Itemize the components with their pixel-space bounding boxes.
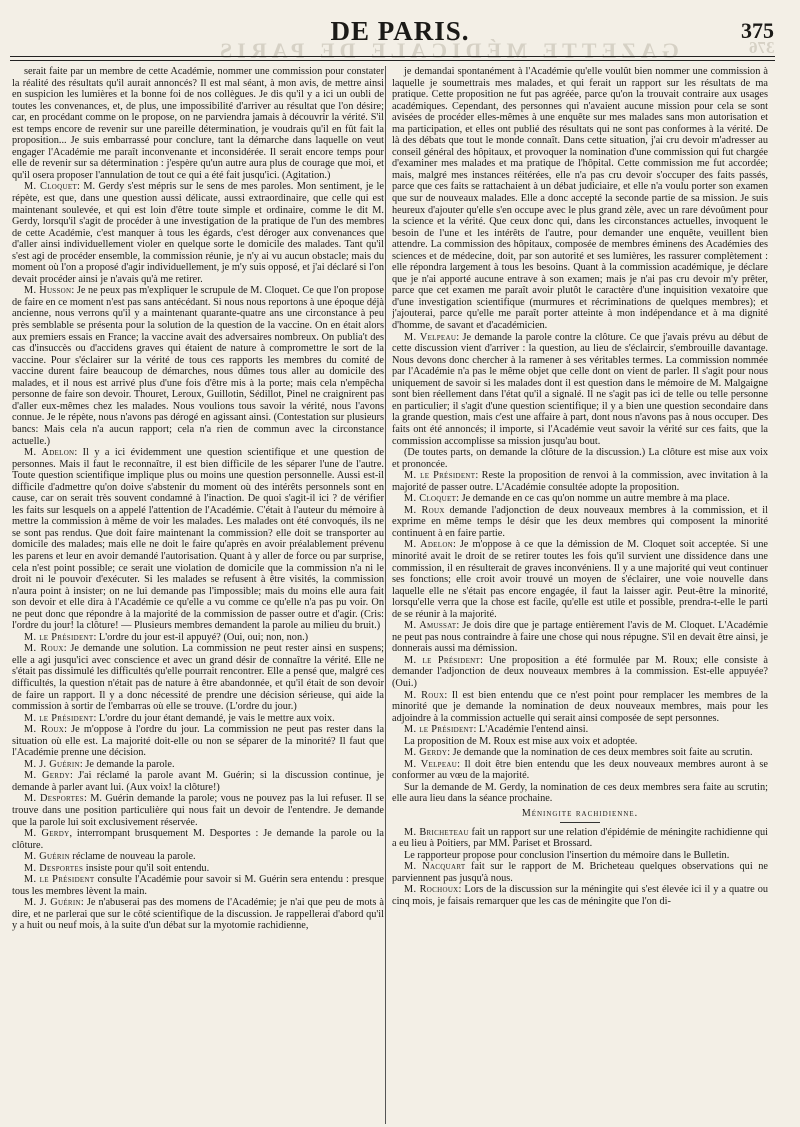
speaker-name: M. le Président xyxy=(404,470,476,482)
paragraph-text: : M. Gerdy s'est mépris sur le sens de mes paroles. Mon sentiment, je le répète, est que, dans une question aussi délicate, aussi extraordinaire, que celle qui est maintenant soulevée, et qui est loin d'être toute simple et ordinaire, comme le dit M. Gerdy, lorsqu'il s'agit de procéder à une investigation de la pratique de l'un des membres de cette Académie, c'est manquer à tous les égards, c'est déroger aux convenances que d'aller ainsi individuellement violer en quelque sorte le domicile des malades. Tant qu'il s'est agi de procéder ensemble, la commission réunie, je n'y ai vu aucun obstacle; mais du moment où l'on a proposé d'agir individuellement, je m'y suis opposé, et j'ai déclaré si l'on devait procéder ainsi je n'avais qu'à me retirer. xyxy=(12,181,384,285)
page-header xyxy=(0,12,800,63)
paragraph xyxy=(392,747,768,759)
paragraph-text: : Je n'abuserai pas des momens de l'Académie; je n'ai que peu de mots à dire, et ne parlerai que sur le côté scientifique de la discussion. Je rappellerai d'abord qu'il y a huit ou neuf mois, à la suite d'un débat sur la myotomie rachidienne, xyxy=(12,897,384,932)
paragraph-text: insiste pour qu'il soit entendu. xyxy=(83,862,210,874)
speaker-name: M. Desportes xyxy=(24,793,84,805)
paragraph xyxy=(392,884,768,907)
paragraph xyxy=(392,782,768,805)
paragraph-text: : Je demande une solution. La commission ne peut rester ainsi en suspens; elle a agi jusqu'ici avec conscience et avec un grand désir de connaître la vérité. Elle ne s'était pas dissimulé les difficultés qu'elle pourrait rencontrer. Elle a pensé que, malgré ces difficultés, la question n'était pas de nature à être abandonnée, et qu'il était de son devoir de faire un rapport. Il y a donc nécessité de prendre une décision sérieuse, qui aide la commission à sortir de l'embarras où elle se trouve. (L'ordre du jour.) xyxy=(12,643,384,713)
speaker-name: M. le Président xyxy=(404,724,474,736)
speaker-name: M. le Président xyxy=(404,654,481,666)
paragraph-text: : Je ne peux pas m'expliquer le scrupule de M. Cloquet. Ce que l'on propose de faire en ce moment n'est pas sans antécédant. Si nous nous reportons à une époque déjà ancienne, nous verrons qu'il y a maintenant quarante-quatre ans une circonstance à peu près semblable se présenta pour la solution de la question de la vaccine. On en était alors aux premiers essais en France; la vaccine avait des adversaires nombreux. On publia't des cas d'insuccès ou d'accidens graves qui étaient de nature à compromettre le sort de la vaccine. Pour s'éclairer sur la vérité de tous ces rapports les membres du comité de vaccine durent faire beaucoup de démarches, nous dûmes tous aller au domicile des malades, et il nous est arrivé plus d'une fois d'être mis à la porte; mais cela n'empêcha personne de faire son devoir. Thouret, Leroux, Guillotin, Sédillot, Pinel ne craignirent pas d'aller eux-mêmes chez les malades. Nous voulions tous savoir la vérité, nous l'avons connue. Je le répète, nous n'avons pas dérogé en agissant ainsi. (Contestation sur plusieurs bancs: Mais cela n'a aucun rapport; cela n'a rien de commun avec la circonstance actuelle.) xyxy=(12,285,384,447)
paragraph-text: La proposition de M. Roux est mise aux voix et adoptée. xyxy=(404,735,638,747)
paragraph-text: : Je demande la parole contre la clôture. Ce que j'avais prévu au début de cette discussion vient d'arriver : la question, au lieu de s'éclaircir, s'embrouille davantage. Nous devons donc chercher à la ramener à ses véritables termes. La commission nommée par l'Académie n'a pas le même objet que celle dont on vient de parler. Il s'agit pour nous uniquement de savoir si les malades dont il est question dans le mémoire de M. Malgaigne sont bien réellement dans l'état qu'il a signalé. Il ne s'agit pas ici de telle ou telle personne en particulier; il s'agit d'une question scientifique; il y a bien une question secondaire dans la grande question, mais c'est une affaire à part, dont nous n'avons pas à nous occuper. Des faits ont été annoncés; il importe, si l'Académie veut savoir la vérité sur ces faits, que la commission accomplisse sa mission jusqu'au bout. xyxy=(392,331,768,447)
paragraph xyxy=(12,759,384,771)
speaker-name: M. Cloquet xyxy=(24,181,78,193)
paragraph xyxy=(392,470,768,493)
paragraph-text: : Je m'oppose à l'ordre du jour. La commission ne peut pas rester dans la situation où elle est. La majorité doit-elle ou non se séparer de la minorité? Il faut que l'Académie prenne une décision. xyxy=(12,724,384,759)
paragraph-text: : Je demande en ce cas qu'on nomme un autre membre à ma place. xyxy=(456,493,730,505)
speaker-name: M. le Président xyxy=(24,874,95,886)
paragraph xyxy=(12,793,384,828)
speaker-name: M. Rochoux xyxy=(404,884,459,896)
right-column xyxy=(392,66,768,1124)
speaker-name: M. Gerdy xyxy=(24,828,70,840)
paragraph xyxy=(392,850,768,862)
speaker-name: M. Nacquart xyxy=(404,861,466,873)
paragraph-text: : Il y a ici évidemment une question scientifique et une question de personnes. Mais il faut le reconnaître, il est bien difficile de les séparer l'une de l'autre. Toute question scientifique implique plus ou moins une question personnelle. Aussi est-il difficile d'admettre qu'on doive s'abstenir du moment où des intérêts personnels sont en cause, car on serait très souvent condamné à l'inaction. De quoi s'agit-il ici ? de vérifier les faits sur lesquels on a appelé l'attention de l'Académie. C'était à l'auteur du mémoire à mettre la commission à même de voir les malades. Les malades ont été convoqués, ils ne se sont pas rendus. Que doit faire maintenant la commission? elle doit se transporter au domicile des malades; mais elle ne doit le faire qu'après en avoir préalablement prévenu les parens et leur en avoir demandé l'autorisation. Quant à y aller de force ou par surprise, cela n'est point possible; ce serait une violation de domicile que la commission n'a ni le droit ni le pouvoir d'exécuter. Si les malades se refusent à être visités, la commission n'aura point à insister; on ne lui demande pas l'impossible; mais du moins elle aura fait son devoir et elle dira à l'Académie ce qu'elle a vu comme ce qu'elle n'a pas pu voir. On ne peut donc que répondre à la majorité de la commission de passer outre et d'agir. (Cris: l'ordre du jour! la clôture! — Plusieurs membres demandent la parole au milieu du bruit.) xyxy=(12,447,384,632)
speaker-name: M. Roux xyxy=(24,643,64,655)
paragraph xyxy=(12,632,384,644)
paragraph-text: (De toutes parts, on demande la clôture de la discussion.) La clôture est mise aux voix et prononcée. xyxy=(392,447,768,470)
paragraph-text: : Une proposition a été formulée par M. Roux; elle consiste à demander l'adjonction de deux nouveaux membres à la commission. Est-elle appuyée? (Oui.) xyxy=(392,654,768,689)
paragraph xyxy=(12,863,384,875)
show-through-title: GAZETTE MÉDICALE DE PARIS xyxy=(215,38,679,63)
paragraph-text: : Je demande que la nomination de ces deux membres soit faite au scrutin. xyxy=(447,747,753,759)
paragraph-text: fait un rapport sur une relation d'épidémie de méningite rachidienne qui a eu lieu à Poitiers, par MM. Pariset et Brossard. xyxy=(392,826,768,850)
paragraph-text: je demandai spontanément à l'Académie qu'elle voulût bien nommer une commission à laquelle je soumettrais mes malades, et qui ferait un rapport sur les résultats de ma pratique. Cette proposition ne fut pas agréée, parce qu'on la trouvait contraire aux usages académiques. Cependant, des personnes qui n'avaient aucune mission pour cela se sont avisées de procéder elles-mêmes à une enquête sur mes malades sans mon autorisation et ma participation, et elles ont publié des résultats qui ne sont pas conformes à la vérité. De là des débats que tout le monde connaît. Dans cette situation, j'ai cru devoir m'adresser au conseil général des hôpitaux, et provoquer la nomination d'une commission qui fut chargée d'examiner mes malades et ma pratique de l'hôpital. Cette commission me fut accordée; mais, malgré mes instances réitérées, elle n'a pas cru devoir s'occuper des faits passés, parce que ces faits se rattachaient à un débat judiciaire, et elle n'a voulu porter son examen que sur de nouveaux malades. Elle a donc accepté la seconde partie de sa mission. Je suis heureux d'ajouter qu'elle s'en occupe avec le plus grand zèle, avec un rare dévoûment pour la science et la vérité. Que ceux donc qui, dans les circonstances actuelles, invoquent le besoin de l'une et les intérêts de l'autre, pour demander une enquête, veuillent bien attendre. La commission des hôpitaux, composée de membres éminens des Académies des sciences et de médecine, doit, par son autorité et ses lumières, les rassurer complètement : elle répondra largement à tous les besoins. Quant à la commission académique, je déclare que je n'ai apporté aucune entrave à son examen; mais je n'ai pas cru devoir m'y prêter, parce que cet examen me paraît avoir plutôt le caractère d'une inquisition vexatoire que d'une investigation scientifique (murmures et récriminations de quelques membres); et j'ajouterai, parce qu'elle me paraît porter atteinte à mon indépendance et à ma dignité d'homme, de savant et d'académicien. xyxy=(392,66,768,332)
speaker-name: M. Roux xyxy=(404,504,445,516)
page-number: 375 xyxy=(741,18,774,43)
paragraph xyxy=(12,828,384,851)
speaker-name: M. Velpeau xyxy=(404,758,458,770)
paragraph-text: : J'ai réclamé la parole avant M. Guérin; si la discussion continue, je demande à parler avant lui. (Aux voix! la clôture!) xyxy=(12,770,384,793)
paragraph xyxy=(12,724,384,759)
speaker-name: M. le Président xyxy=(24,631,94,643)
speaker-name: M. le Président xyxy=(24,712,94,724)
paragraph xyxy=(392,827,768,850)
page-title: DE PARIS. xyxy=(330,16,470,46)
speaker-name: M. Bricheteau xyxy=(404,826,469,838)
speaker-name: M. Velpeau xyxy=(404,331,457,343)
paragraph xyxy=(392,505,768,540)
section-heading-rule xyxy=(560,822,600,823)
paragraph xyxy=(392,736,768,748)
paragraph xyxy=(392,332,768,447)
speaker-name: M. Guérin xyxy=(24,851,70,863)
paragraph-text: : L'ordre du jour étant demandé, je vais le mettre aux voix. xyxy=(93,712,335,724)
paragraph-text: : Il est bien entendu que ce n'est point pour remplacer les membres de la minorité que je demande la nomination de deux nouveaux membres, mais pour les adjoindre à la commission actuelle qui serait ainsi composée de sept personnes. xyxy=(392,689,768,724)
paragraph xyxy=(392,690,768,725)
paragraph-text: serait faite par un membre de cette Académie, nommer une commission pour constater la réalité des résultats qu'il aurait annoncés? Il est mal séant, à mon avis, de mettre ainsi en suspicion les lumières et la bonne foi de nos collègues. Je dis qu'il y a ici un oubli de toutes les convenances, et, de plus, une impossibilité d'arriver au résultat que l'on désire; car, en procédant comme on le propose, on ne parviendra jamais à découvrir la vérité. S'il est temps encore de revenir sur une pareille détermination, je voudrais qu'il en fût fait la proposition... Je suis embarrassé pour conclure, tant la démarche dans laquelle on veut engager l'Académie me paraît inconvenante et inconsidérée. Il serait encore temps pour elle de revenir sur sa détermination : j'espère qu'un autre aura plus de courage que moi, et qu'il osera proposer l'annulation de tout ce qui a été fait jusqu'ici. (Agitation.) xyxy=(12,66,384,181)
show-through-page-number: 376 xyxy=(748,38,774,57)
paragraph-text: : Je m'oppose à ce que la démission de M. Cloquet soit acceptée. Si une minorité avait le droit de se retirer toutes les fois qu'il survient une dissidence dans une commission, il en résulterait de graves inconvéniens. Il y a une majorité qui veut continuer ses fonctions; elle croit avoir trouvé un moyen de s'éclairer, une voie nouvelle dans laquelle elle ne s'était pas encore engagée, il faut la laisser agir. Peut-être la minorité, lorsqu'elle verra que la chose est facile, qu'elle est utile et possible, prendra-t-elle le parti de se réunir à la majorité. xyxy=(392,539,768,620)
paragraph xyxy=(392,66,768,332)
speaker-name: M. Adelon xyxy=(404,539,454,551)
column-divider xyxy=(385,66,386,1124)
left-column xyxy=(12,66,384,1124)
speaker-name: M. Desportes xyxy=(24,862,84,874)
paragraph xyxy=(392,861,768,884)
paragraph xyxy=(12,66,384,181)
paragraph xyxy=(12,643,384,712)
paragraph-text: réclame de nouveau la parole. xyxy=(69,851,196,863)
paragraph xyxy=(392,539,768,620)
speaker-name: M. Cloquet xyxy=(404,493,457,505)
speaker-name: M. J. Guérin xyxy=(24,897,81,909)
speaker-name: M. Gerdy xyxy=(24,770,70,782)
speaker-name: M. Roux xyxy=(404,689,445,701)
paragraph xyxy=(12,770,384,793)
paragraph xyxy=(392,655,768,690)
paragraph xyxy=(392,620,768,655)
paragraph-text: : L'ordre du jour est-il appuyé? (Oui, oui; non, non.) xyxy=(93,631,309,643)
header-rule-bottom xyxy=(10,60,775,61)
paragraph xyxy=(392,493,768,505)
paragraph-text: : M. Guérin demande la parole; vous ne pouvez pas la lui refuser. Il se trouve dans une position particulière qui nous fait un devoir de l'entendre. Je demande que la parole lui soit exclusivement réservée. xyxy=(12,793,384,828)
paragraph xyxy=(12,285,384,447)
header-rule-top xyxy=(10,56,775,57)
paragraph xyxy=(12,713,384,725)
paragraph xyxy=(392,447,768,470)
paragraph-text: : Lors de la discussion sur la méningite qui s'est élevée ici il y a quatre ou cinq mois, je faisais remarquer que les cas de méningite que l'on di- xyxy=(392,884,768,907)
paragraph-text: Le rapporteur propose pour conclusion l'insertion du mémoire dans le Bulletin. xyxy=(404,849,730,861)
paragraph-text: Sur la demande de M. Gerdy, la nomination de ces deux membres sera faite au scrutin; elle aura lieu dans la séance prochaine. xyxy=(392,781,768,805)
speaker-name: M. Adelon xyxy=(24,447,75,459)
speaker-name: M. Husson xyxy=(24,285,72,297)
paragraph-text: consulte l'Académie pour savoir si M. Guérin sera entendu : presque tous les membres lèvent la main. xyxy=(12,874,384,897)
paragraph xyxy=(12,447,384,632)
speaker-name: M. J. Guérin xyxy=(24,758,80,770)
paragraph-text: : L'Académie l'entend ainsi. xyxy=(473,724,589,736)
speaker-name: M. Roux xyxy=(24,724,65,736)
paragraph xyxy=(12,874,384,897)
paragraph-text: fait sur le rapport de M. Bricheteau quelques observations qui ne parviennent pas jusqu'à nous. xyxy=(392,861,768,884)
speaker-name: M. Gerdy xyxy=(404,747,448,759)
paragraph-text: : Reste la proposition de renvoi à la commission, avec invitation à la majorité de passer outre. L'Académie consultée adopte la proposition. xyxy=(392,470,768,493)
paragraph xyxy=(12,181,384,285)
section-heading: Méningite rachidienne. xyxy=(521,808,639,819)
paragraph-text: demande l'adjonction de deux nouveaux membres à la commission, et il exprime en même temps le désir que les deux membres qui composent la minorité continuent à en faire partie. xyxy=(392,504,768,539)
paragraph-text: : Il doit être bien entendu que les deux nouveaux membres auront à se conformer au vœu de la majorité. xyxy=(392,758,768,782)
paragraph-text: , interrompant brusquement M. Desportes : Je demande la parole ou la clôture. xyxy=(12,828,384,851)
paragraph-text: : Je dois dire que je partage entièrement l'avis de M. Cloquet. L'Académie ne peut pas nous contraindre à faire une chose qui nous répugne. S'il en devait être ainsi, je donnerais aussi ma démission. xyxy=(392,620,768,655)
paragraph xyxy=(12,897,384,932)
paragraph xyxy=(392,724,768,736)
speaker-name: M. Amussat xyxy=(404,620,457,632)
paragraph-text: : Je demande la parole. xyxy=(79,758,175,770)
paragraph xyxy=(12,851,384,863)
paragraph xyxy=(392,759,768,782)
